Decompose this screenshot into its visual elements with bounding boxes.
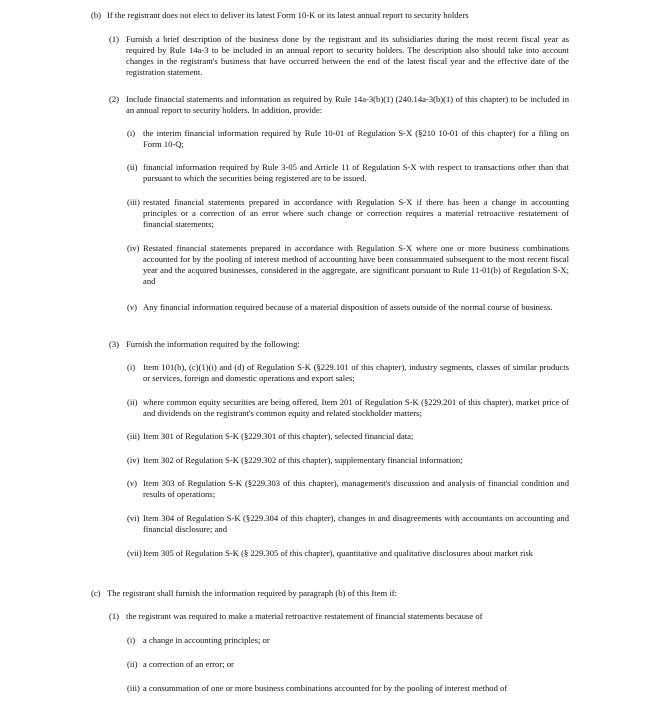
subparagraph-text: Item 302 of Regulation S-K (§229.302 of this chapter), supplementary financial information;	[143, 455, 463, 465]
subparagraph-b-2-v	[127, 302, 569, 313]
subparagraph-label: (iii)	[127, 683, 140, 693]
paragraph-c	[91, 588, 569, 599]
subparagraph-text: Item 101(b), (c)(1)(i) and (d) of Regulation S-K (§229.101 of this chapter), industry segments, classes of similar products or services, foreign and domestic operations and export sales;	[143, 362, 569, 383]
paragraph-label: (2)	[109, 94, 120, 104]
subparagraph-text: where common equity securities are being offered, Item 201 of Regulation S-K (§229.201 of this chapter), market price of and dividends on the registrant's common equity and related stockholder matters;	[143, 397, 569, 418]
subparagraph-label: (ii)	[127, 659, 138, 669]
paragraph-text: Furnish a brief description of the business done by the registrant and its subsidiaries during the most recent fiscal year as required by Rule 14a-3 to be included in an annual report to security holders. The description also should take into account changes in the registrant's business that have occurred between the end of the latest fiscal year and the effective date of the registration statement.	[126, 34, 569, 77]
paragraph-text: Include financial statements and information as required by Rule 14a-3(b)(1) (240.14a-3(b)(1) of this chapter) to be included in an annual report to security holders. In addition, provide:	[126, 94, 569, 115]
subparagraph-label: (vi)	[127, 513, 140, 523]
subparagraph-b-3-i	[127, 362, 569, 384]
subparagraph-label: (i)	[127, 635, 136, 645]
subparagraph-label: (ii)	[127, 162, 138, 172]
subparagraph-label: (i)	[127, 362, 136, 372]
subparagraph-text: Item 303 of Regulation S-K (§229.303 of this chapter), management's discussion and analysis of financial condition and results of operations;	[143, 478, 569, 499]
subparagraph-label: (iv)	[127, 455, 140, 465]
subparagraph-text: Restated financial statements prepared in accordance with Regulation S-X where one or more business combinations accounted for by the pooling of interest method of accounting have been consummated subsequent to the most recent fiscal year and the acquired businesses, considered in the aggregate, are significant pursuant to Rule 11-01(b) of Regulation S-X; and	[143, 243, 569, 286]
subparagraph-text: a change in accounting principles; or	[143, 635, 270, 645]
subparagraph-label: (vii)	[127, 548, 142, 558]
paragraph-b-1	[109, 34, 569, 78]
subparagraph-b-2-i	[127, 128, 569, 150]
subparagraph-label: (iii)	[127, 431, 140, 441]
subparagraph-b-3-vii	[127, 548, 569, 559]
subparagraph-label: (ii)	[127, 397, 138, 407]
subparagraph-b-3-v	[127, 478, 569, 500]
subparagraph-b-2-iv	[127, 243, 569, 287]
paragraph-c-1	[109, 611, 569, 622]
subparagraph-b-3-ii	[127, 397, 569, 419]
subparagraph-label: (v)	[127, 478, 138, 488]
paragraph-text: Furnish the information required by the following:	[126, 339, 300, 349]
paragraph-label: (1)	[109, 611, 120, 621]
subparagraph-b-3-vi	[127, 513, 569, 535]
subparagraph-c-1-i	[127, 635, 569, 646]
paragraph-text: The registrant shall furnish the information required by paragraph (b) of this Item if:	[107, 588, 397, 598]
subparagraph-text: financial information required by Rule 3-05 and Article 11 of Regulation S-X with respect to transactions other than that pursuant to which the securities being registered are to be issued.	[143, 162, 569, 183]
subparagraph-b-3-iii	[127, 431, 569, 442]
subparagraph-label: (iv)	[127, 243, 140, 253]
subparagraph-text: a correction of an error; or	[143, 659, 234, 669]
subparagraph-text: restated financial statements prepared in accordance with Regulation S-X if there has been a change in accounting principles or a correction of an error where such change or correction requires a material retroactive restatement of financial statements;	[143, 197, 569, 229]
paragraph-b-2	[109, 94, 569, 116]
subparagraph-label: (v)	[127, 302, 138, 312]
paragraph-label: (c)	[91, 588, 101, 598]
subparagraph-text: a consummation of one or more business combinations accounted for by the pooling of interest method of	[143, 683, 508, 693]
paragraph-label: (3)	[109, 339, 120, 349]
subparagraph-text: Any financial information required because of a material disposition of assets outside of the normal course of business.	[143, 302, 553, 312]
subparagraph-text: Item 304 of Regulation S-K (§229.304 of this chapter), changes in and disagreements with accountants on accounting and financial disclosure; and	[143, 513, 569, 534]
paragraph-label: (1)	[109, 34, 120, 44]
subparagraph-text: Item 301 of Regulation S-K (§229.301 of this chapter), selected financial data;	[143, 431, 414, 441]
paragraph-text: If the registrant does not elect to deliver its latest Form 10-K or its latest annual report to security holders	[107, 10, 469, 20]
subparagraph-label: (iii)	[127, 197, 140, 207]
subparagraph-text: the interim financial information required by Rule 10-01 of Regulation S-X (§210 10-01 of this chapter) for a filing on Form 10-Q;	[143, 128, 569, 149]
paragraph-label: (b)	[91, 10, 102, 20]
subparagraph-c-1-ii	[127, 659, 569, 670]
subparagraph-b-2-ii	[127, 162, 569, 184]
paragraph-b	[91, 10, 569, 21]
paragraph-text: the registrant was required to make a material retroactive restatement of financial statements because of	[126, 611, 483, 621]
subparagraph-b-3-iv	[127, 455, 569, 466]
paragraph-b-3	[109, 339, 569, 350]
subparagraph-text: Item 305 of Regulation S-K (§ 229.305 of this chapter), quantitative and qualitative disclosures about market risk	[143, 548, 533, 558]
subparagraph-b-2-iii	[127, 197, 569, 230]
subparagraph-c-1-iii	[127, 683, 569, 694]
subparagraph-label: (i)	[127, 128, 136, 138]
